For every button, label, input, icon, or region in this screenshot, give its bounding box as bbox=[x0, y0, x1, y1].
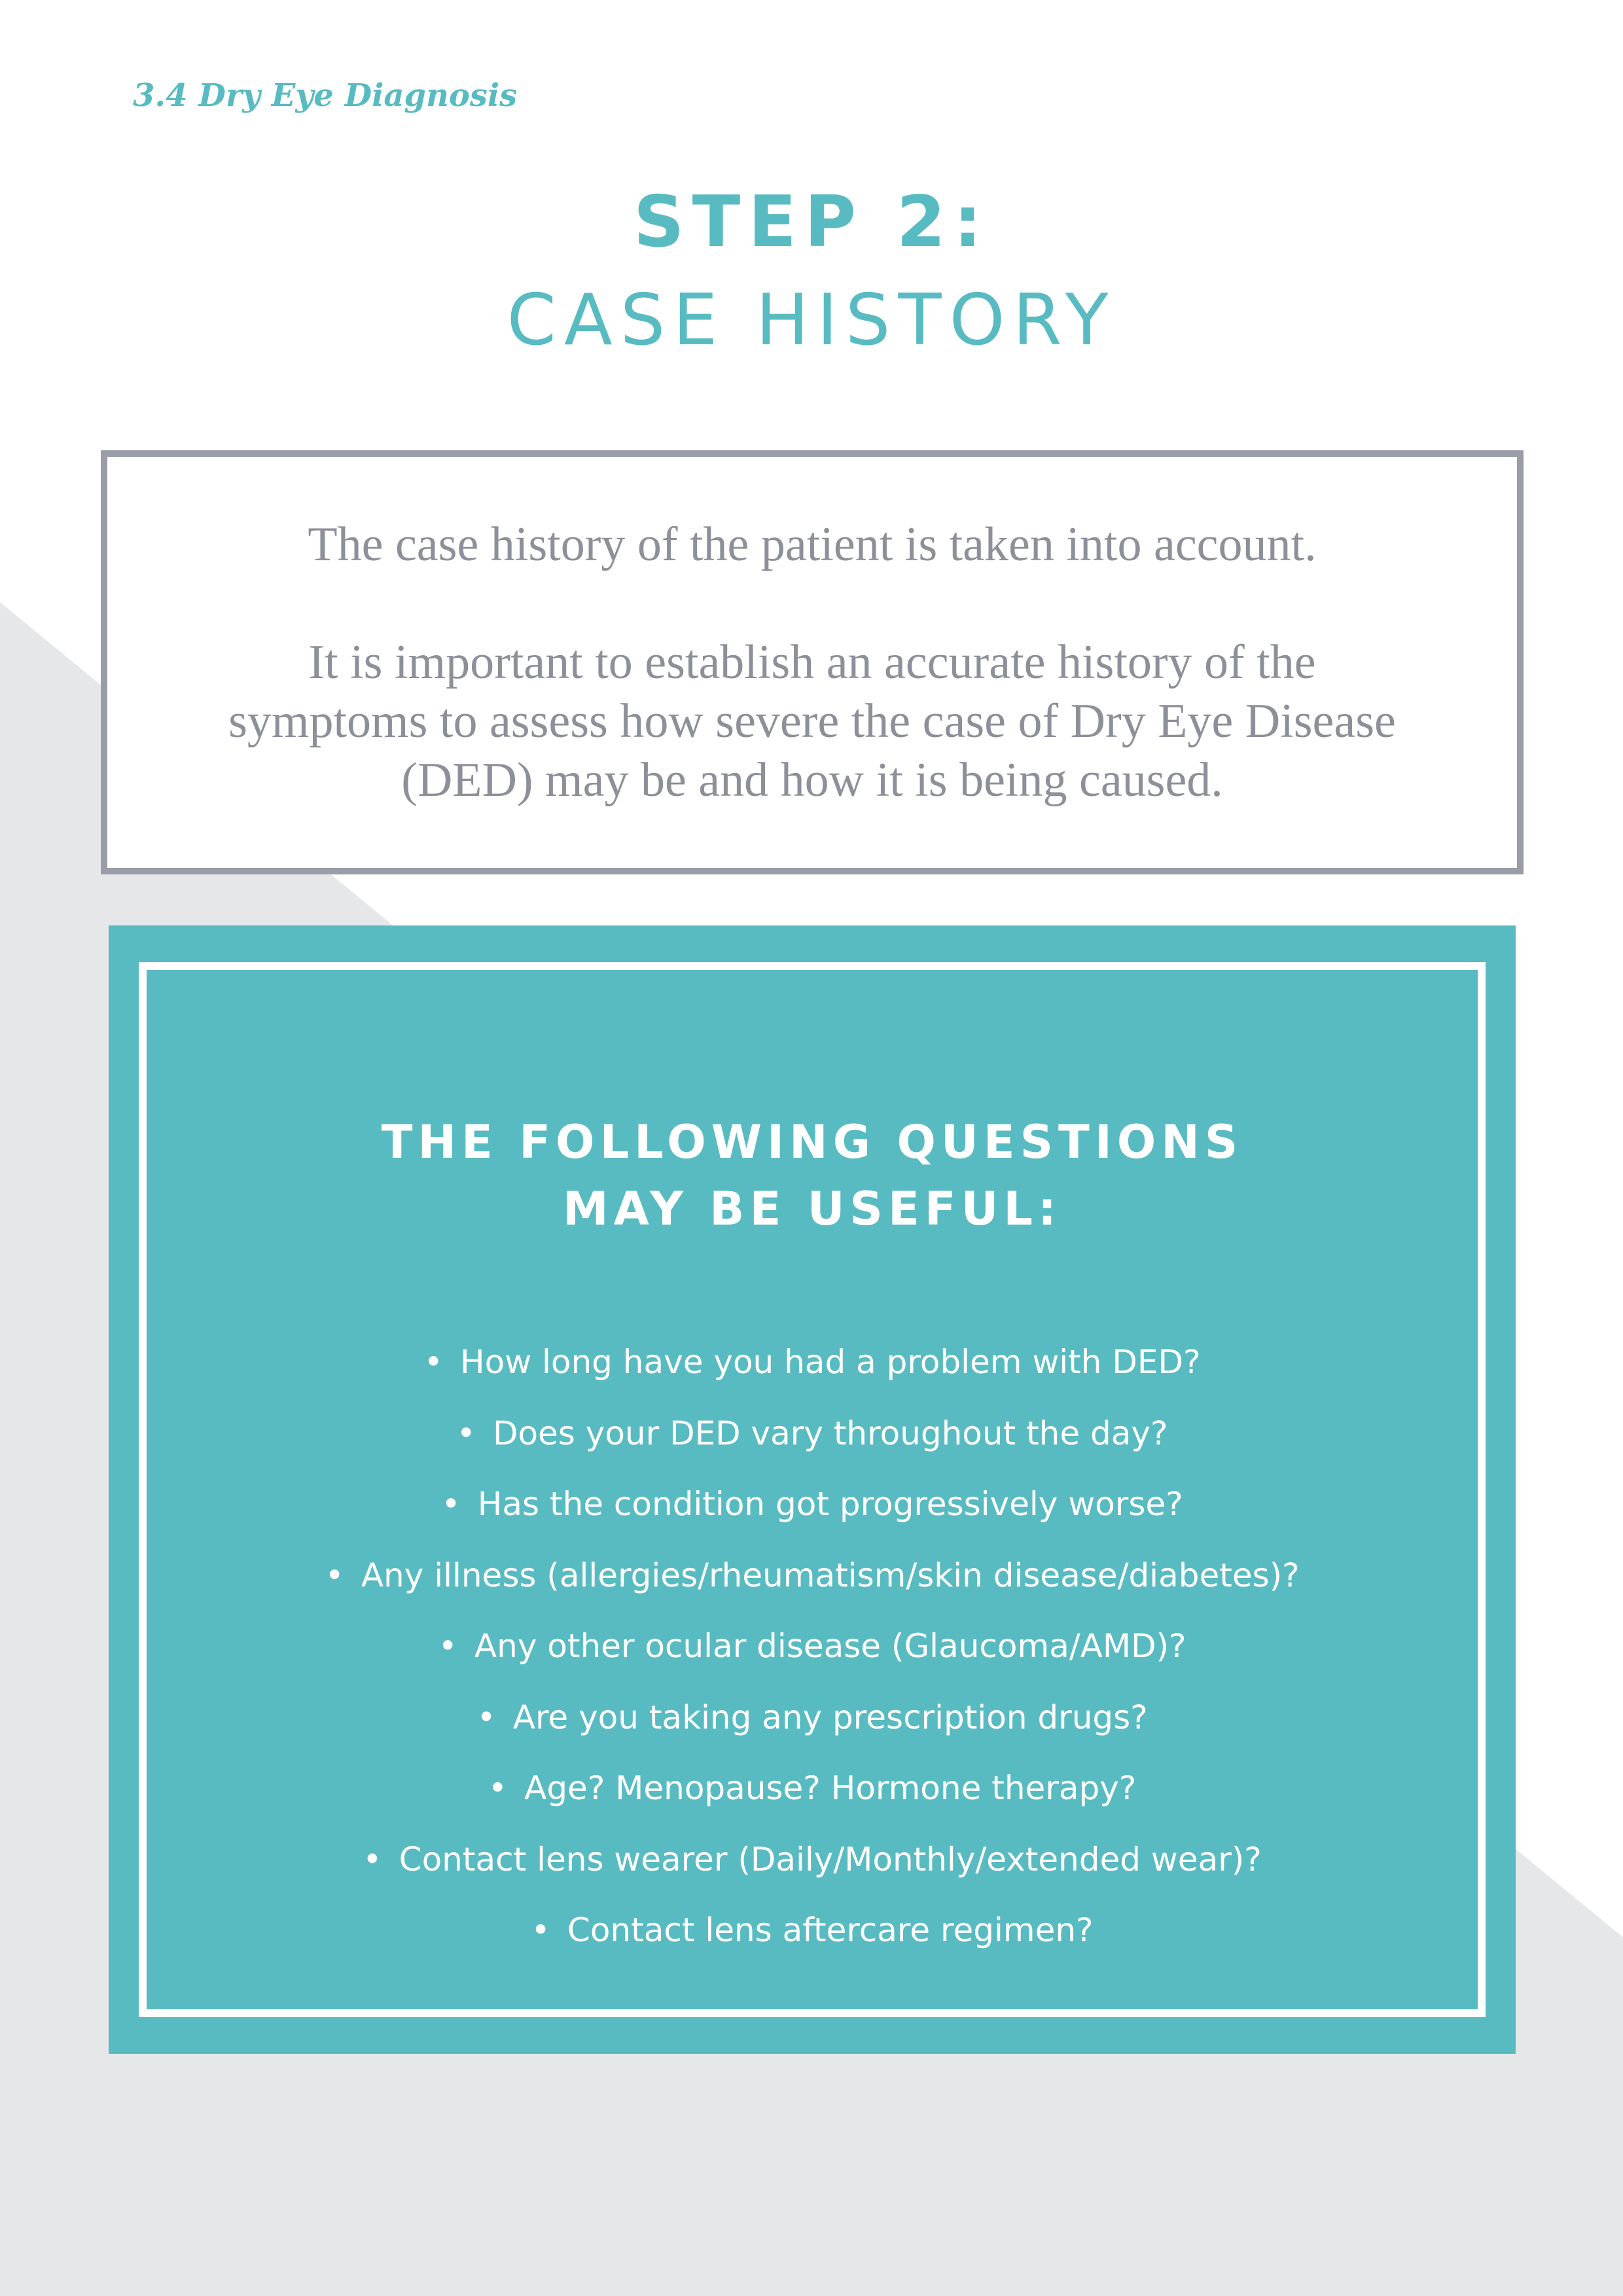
step-title: STEP 2: bbox=[633, 181, 990, 263]
question-item: • How long have you had a problem with DED? bbox=[147, 1327, 1478, 1398]
question-item: • Age? Menopause? Hormone therapy? bbox=[147, 1753, 1478, 1824]
page-title bbox=[0, 173, 1623, 370]
questions-panel bbox=[109, 925, 1516, 2054]
questions-heading-line: MAY BE USEFUL: bbox=[562, 1182, 1062, 1236]
intro-paragraph: The case history of the patient is taken into account. bbox=[308, 518, 1317, 571]
questions-heading-line: THE FOLLOWING QUESTIONS bbox=[381, 1115, 1243, 1169]
questions-heading bbox=[147, 1109, 1478, 1242]
question-item: • Contact lens wearer (Daily/Monthly/extended wear)? bbox=[147, 1824, 1478, 1895]
intro-paragraph: It is important to establish an accurate history of the symptoms to assess how severe the case of Dry Eye Disease (DED) may be and how it is being caused. bbox=[228, 636, 1396, 807]
question-item: • Are you taking any prescription drugs? bbox=[147, 1682, 1478, 1753]
questions-frame bbox=[139, 962, 1486, 2017]
question-item: • Any other ocular disease (Glaucoma/AMD)? bbox=[147, 1611, 1478, 1682]
question-item: • Contact lens aftercare regimen? bbox=[147, 1895, 1478, 1966]
step-subtitle: CASE HISTORY bbox=[507, 279, 1116, 361]
question-item: • Does your DED vary throughout the day? bbox=[147, 1398, 1478, 1469]
intro-box bbox=[101, 450, 1524, 874]
question-item: • Any illness (allergies/rheumatism/skin disease/diabetes)? bbox=[147, 1540, 1478, 1611]
question-item: • Has the condition got progressively worse? bbox=[147, 1469, 1478, 1540]
section-label: 3.4 Dry Eye Diagnosis bbox=[133, 77, 518, 114]
questions-list bbox=[147, 1327, 1478, 1966]
